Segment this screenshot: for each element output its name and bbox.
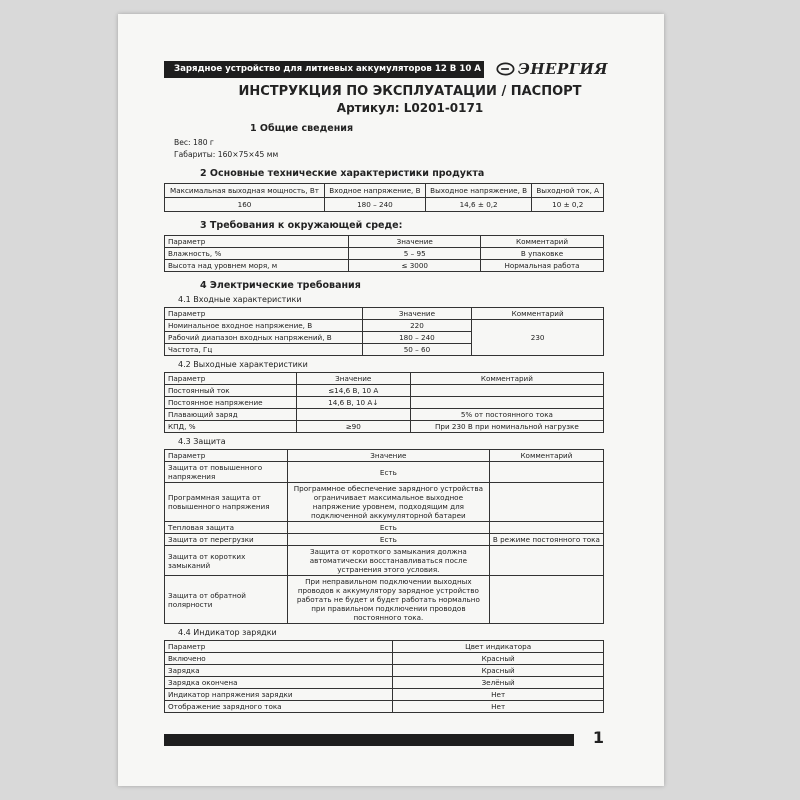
table-cell: Плавающий заряд <box>165 409 297 421</box>
table-cell: Есть <box>287 462 489 483</box>
table-cell: Нет <box>393 701 604 713</box>
table-header-cell: Выходное напряжение, В <box>425 184 532 198</box>
table-header-cell: Максимальная выходная мощность, Вт <box>165 184 325 198</box>
table-cell <box>489 576 603 624</box>
table-header-cell: Параметр <box>165 308 363 320</box>
table-cell <box>489 483 603 522</box>
table-row <box>165 198 604 212</box>
brand-logo-icon <box>496 61 515 77</box>
table-cell: Нет <box>393 689 604 701</box>
dimensions-text: Габариты: 160×75×45 мм <box>174 150 279 159</box>
table-cell: Постоянный ток <box>165 385 297 397</box>
table-cell: В режиме постоянного тока <box>489 534 603 546</box>
table-header-row <box>165 641 604 653</box>
table-header-cell: Значение <box>287 450 489 462</box>
table-row <box>165 689 604 701</box>
table-cell: 5 – 95 <box>349 248 481 260</box>
table-cell: Есть <box>287 522 489 534</box>
page-footer <box>164 730 604 750</box>
table-cell <box>489 546 603 576</box>
output-characteristics-table <box>164 372 604 433</box>
product-banner: Зарядное устройство для литиевых аккумуляторов 12 В 10 А <box>164 61 484 78</box>
section-2-heading: 2 Основные технические характеристики продукта <box>200 168 485 179</box>
table-cell: Влажность, % <box>165 248 349 260</box>
table-cell: ≤ 3000 <box>349 260 481 272</box>
table-cell <box>296 409 410 421</box>
table-cell: Номинальное входное напряжение, В <box>165 320 363 332</box>
table-cell: Зарядка окончена <box>165 677 393 689</box>
protection-table <box>164 449 604 624</box>
table-cell: Программная защита от повышенного напряжения <box>165 483 288 522</box>
table-header-cell: Значение <box>296 373 410 385</box>
table-row <box>165 576 604 624</box>
weight-text: Вес: 180 г <box>174 138 214 147</box>
table-header-row <box>165 373 604 385</box>
table-cell: Зелёный <box>393 677 604 689</box>
table-header-cell: Цвет индикатора <box>393 641 604 653</box>
section-4-heading: 4 Электрические требования <box>200 280 361 291</box>
instruction-sheet <box>118 14 664 786</box>
section-4-4-title: 4.4 Индикатор зарядки <box>178 628 277 637</box>
table-cell: 14,6 ± 0,2 <box>425 198 532 212</box>
table-cell: Защита от перегрузки <box>165 534 288 546</box>
table-header-cell: Параметр <box>165 373 297 385</box>
brand-logo-text: ЭНЕРГИЯ <box>517 60 608 78</box>
table-header-cell: Параметр <box>165 236 349 248</box>
table-row <box>165 534 604 546</box>
table-cell <box>410 385 603 397</box>
brand-logo <box>496 58 608 80</box>
table-header-cell: Комментарий <box>481 236 604 248</box>
environment-table <box>164 235 604 272</box>
table-cell: Программное обеспечение зарядного устройства ограничивает максимальное выходное напряжение уровнем, подходящим для подключенной аккумуляторной батареи <box>287 483 489 522</box>
table-cell: Нормальная работа <box>481 260 604 272</box>
section-1-heading: 1 Общие сведения <box>250 123 354 134</box>
table-row <box>165 385 604 397</box>
table-row <box>165 701 604 713</box>
table-header-cell: Комментарий <box>472 308 604 320</box>
table-cell: 5% от постоянного тока <box>410 409 603 421</box>
table-cell: Красный <box>393 665 604 677</box>
table-row <box>165 483 604 522</box>
table-row <box>165 653 604 665</box>
table-row <box>165 421 604 433</box>
table-cell: Защита от коротких замыканий <box>165 546 288 576</box>
table-header-row <box>165 450 604 462</box>
table-cell: Высота над уровнем моря, м <box>165 260 349 272</box>
section-4-3-title: 4.3 Защита <box>178 437 226 446</box>
document-title: ИНСТРУКЦИЯ ПО ЭКСПЛУАТАЦИИ / ПАСПОРТ <box>238 84 582 99</box>
table-cell-comment: 230 <box>472 320 604 356</box>
section-3-heading: 3 Требования к окружающей среде: <box>200 220 403 231</box>
table-cell: Красный <box>393 653 604 665</box>
table-cell: Защита от короткого замыкания должна автоматически восстанавливаться после устранения этого условия. <box>287 546 489 576</box>
table-cell: 180 – 240 <box>362 332 472 344</box>
table-cell: При 230 В при номинальной нагрузке <box>410 421 603 433</box>
table-cell: В упаковке <box>481 248 604 260</box>
table-header-row <box>165 308 604 320</box>
table-header-cell: Значение <box>349 236 481 248</box>
table-header-row <box>165 236 604 248</box>
table-row <box>165 665 604 677</box>
table-cell: Отображение зарядного тока <box>165 701 393 713</box>
table-cell: 10 ± 0,2 <box>532 198 604 212</box>
table-cell: Рабочий диапазон входных напряжений, В <box>165 332 363 344</box>
input-characteristics-table <box>164 307 604 356</box>
charge-indicator-table <box>164 640 604 713</box>
table-header-cell: Комментарий <box>489 450 603 462</box>
table-cell: При неправильном подключении выходных проводов к аккумулятору зарядное устройство работать не будет и будет работать нормально при правильном подключении проводов постоянного тока. <box>287 576 489 624</box>
table-cell: Тепловая защита <box>165 522 288 534</box>
table-cell: Индикатор напряжения зарядки <box>165 689 393 701</box>
table-header-cell: Комментарий <box>410 373 603 385</box>
header-banner <box>164 58 608 80</box>
table-row <box>165 248 604 260</box>
table-row <box>165 397 604 409</box>
table-cell: Защита от повышенного напряжения <box>165 462 288 483</box>
table-cell: Зарядка <box>165 665 393 677</box>
table-cell <box>410 397 603 409</box>
table-cell: 180 – 240 <box>325 198 426 212</box>
sheet-content <box>164 58 608 713</box>
table-cell: КПД, % <box>165 421 297 433</box>
page-number: 1 <box>592 728 604 747</box>
table-row <box>165 409 604 421</box>
table-cell <box>489 522 603 534</box>
table-cell: Частота, Гц <box>165 344 363 356</box>
table-cell: ≥90 <box>296 421 410 433</box>
table-row <box>165 462 604 483</box>
table-cell: 14,6 В, 10 А↓ <box>296 397 410 409</box>
footer-bar <box>164 734 574 746</box>
table-cell: Есть <box>287 534 489 546</box>
table-cell: Постоянное напряжение <box>165 397 297 409</box>
table-cell: 220 <box>362 320 472 332</box>
table-header-cell: Параметр <box>165 641 393 653</box>
table-header-cell: Параметр <box>165 450 288 462</box>
section-4-1-title: 4.1 Входные характеристики <box>178 295 302 304</box>
section-4-2-title: 4.2 Выходные характеристики <box>178 360 308 369</box>
table-cell <box>489 462 603 483</box>
table-row <box>165 522 604 534</box>
table-cell: Защита от обратной полярности <box>165 576 288 624</box>
table-cell: ≤14,6 В, 10 А <box>296 385 410 397</box>
table-row <box>165 320 604 332</box>
table-header-cell: Выходной ток, А <box>532 184 604 198</box>
table-row <box>165 546 604 576</box>
table-cell: Включено <box>165 653 393 665</box>
table-header-row <box>165 184 604 198</box>
table-cell: 50 – 60 <box>362 344 472 356</box>
article-number: Артикул: L0201-0171 <box>336 101 484 115</box>
table-header-cell: Значение <box>362 308 472 320</box>
table-row <box>165 677 604 689</box>
table-cell: 160 <box>165 198 325 212</box>
table-row <box>165 260 604 272</box>
table-header-cell: Входное напряжение, В <box>325 184 426 198</box>
tech-specs-table <box>164 183 604 212</box>
